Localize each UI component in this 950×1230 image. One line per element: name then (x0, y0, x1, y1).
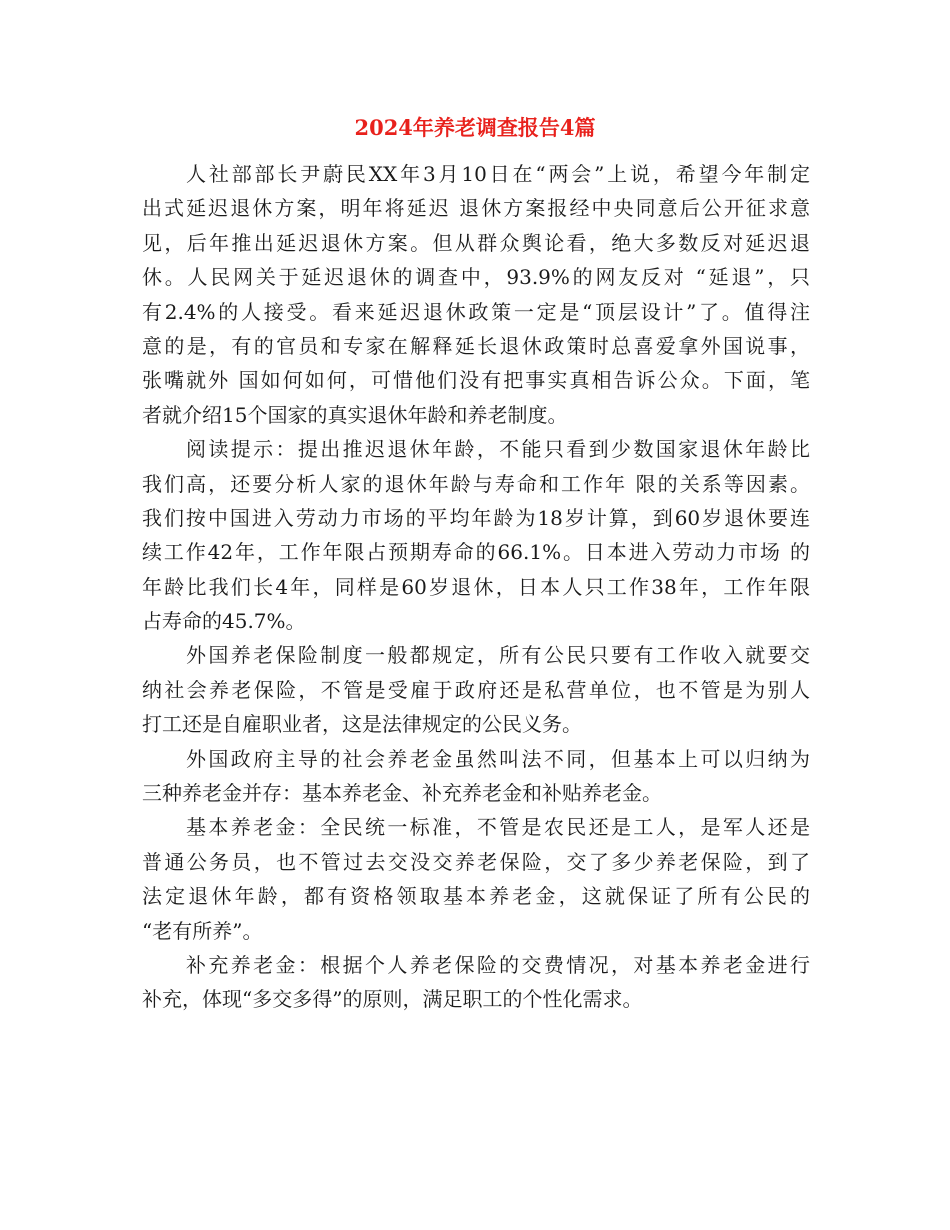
text-line: 人社部部长尹蔚民XX年3月10日在“两会”上说，希望今年制定 (186, 162, 810, 186)
text-line: 出式延迟退休方案，明年将延迟 退休方案报经中央同意后公开征求意 (142, 196, 810, 221)
text-line: 张嘴就外 国如何如何，可惜他们没有把事实真相告诉公众。下面，笔 (142, 368, 810, 393)
text-line: 外国养老保险制度一般都规定，所有公民只要有工作收入就要交 (186, 643, 810, 668)
text-line: 有2.4%的人接受。看来延迟退休政策一定是“顶层设计”了。值得注 (142, 299, 810, 324)
document-title: 2024年养老调查报告4篇 (354, 115, 596, 140)
text-line: 意的是，有的官员和专家在解释延长退休政策时总喜爱拿外国说事， (142, 333, 810, 358)
text-line: 纳社会养老保险，不管是受雇于政府还是私营单位，也不管是为别人 (142, 677, 810, 702)
text-line: 补充，体现“多交多得”的原则，满足职工的个性化需求。 (142, 987, 643, 1012)
paragraph-5 (142, 810, 810, 948)
text-line: 补充养老金：根据个人养老保险的交费情况，对基本养老金进行 (186, 952, 810, 977)
text-line: 基本养老金：全民统一标准，不管是农民还是工人，是军人还是 (186, 815, 810, 840)
paragraph-1 (142, 157, 810, 432)
text-line: 见，后年推出延迟退休方案。但从群众舆论看，绝大多数反对延迟退 (142, 230, 810, 255)
text-line: 三种养老金并存：基本养老金、补充养老金和补贴养老金。 (142, 781, 662, 806)
document-body (142, 157, 810, 1017)
text-line: 我们高，还要分析人家的退休年龄与寿命和工作年 限的关系等因素。 (142, 471, 810, 496)
paragraph-4 (142, 742, 810, 811)
text-line: 法定退休年龄，都有资格领取基本养老金，这就保证了所有公民的 (142, 884, 810, 909)
paragraph-6 (142, 948, 810, 1017)
text-line: 续工作42年，工作年限占预期寿命的66.1%。日本进入劳动力市场 的 (142, 540, 810, 565)
text-line: 外国政府主导的社会养老金虽然叫法不同，但基本上可以归纳为 (186, 746, 810, 771)
text-line: 我们按中国进入劳动力市场的平均年龄为18岁计算，到60岁退休要连 (142, 505, 810, 530)
text-line: 者就介绍15个国家的真实退休年龄和养老制度。 (142, 402, 568, 427)
text-line: 占寿命的45.7%。 (142, 609, 306, 634)
text-line: 阅读提示：提出推迟退休年龄，不能只看到少数国家退休年龄比 (186, 437, 810, 462)
text-line: 普通公务员，也不管过去交没交养老保险，交了多少养老保险，到了 (142, 849, 810, 874)
text-line: 年龄比我们长4年，同样是60岁退休，日本人只工作38年，工作年限 (142, 574, 810, 599)
paragraph-3 (142, 638, 810, 741)
text-line: 打工还是自雇职业者，这是法律规定的公民义务。 (142, 712, 582, 737)
text-line: 休。人民网关于延迟退休的调查中，93.9%的网友反对 “延退”，只 (142, 265, 810, 290)
text-line: “老有所养”。 (142, 918, 263, 943)
paragraph-2 (142, 432, 810, 638)
